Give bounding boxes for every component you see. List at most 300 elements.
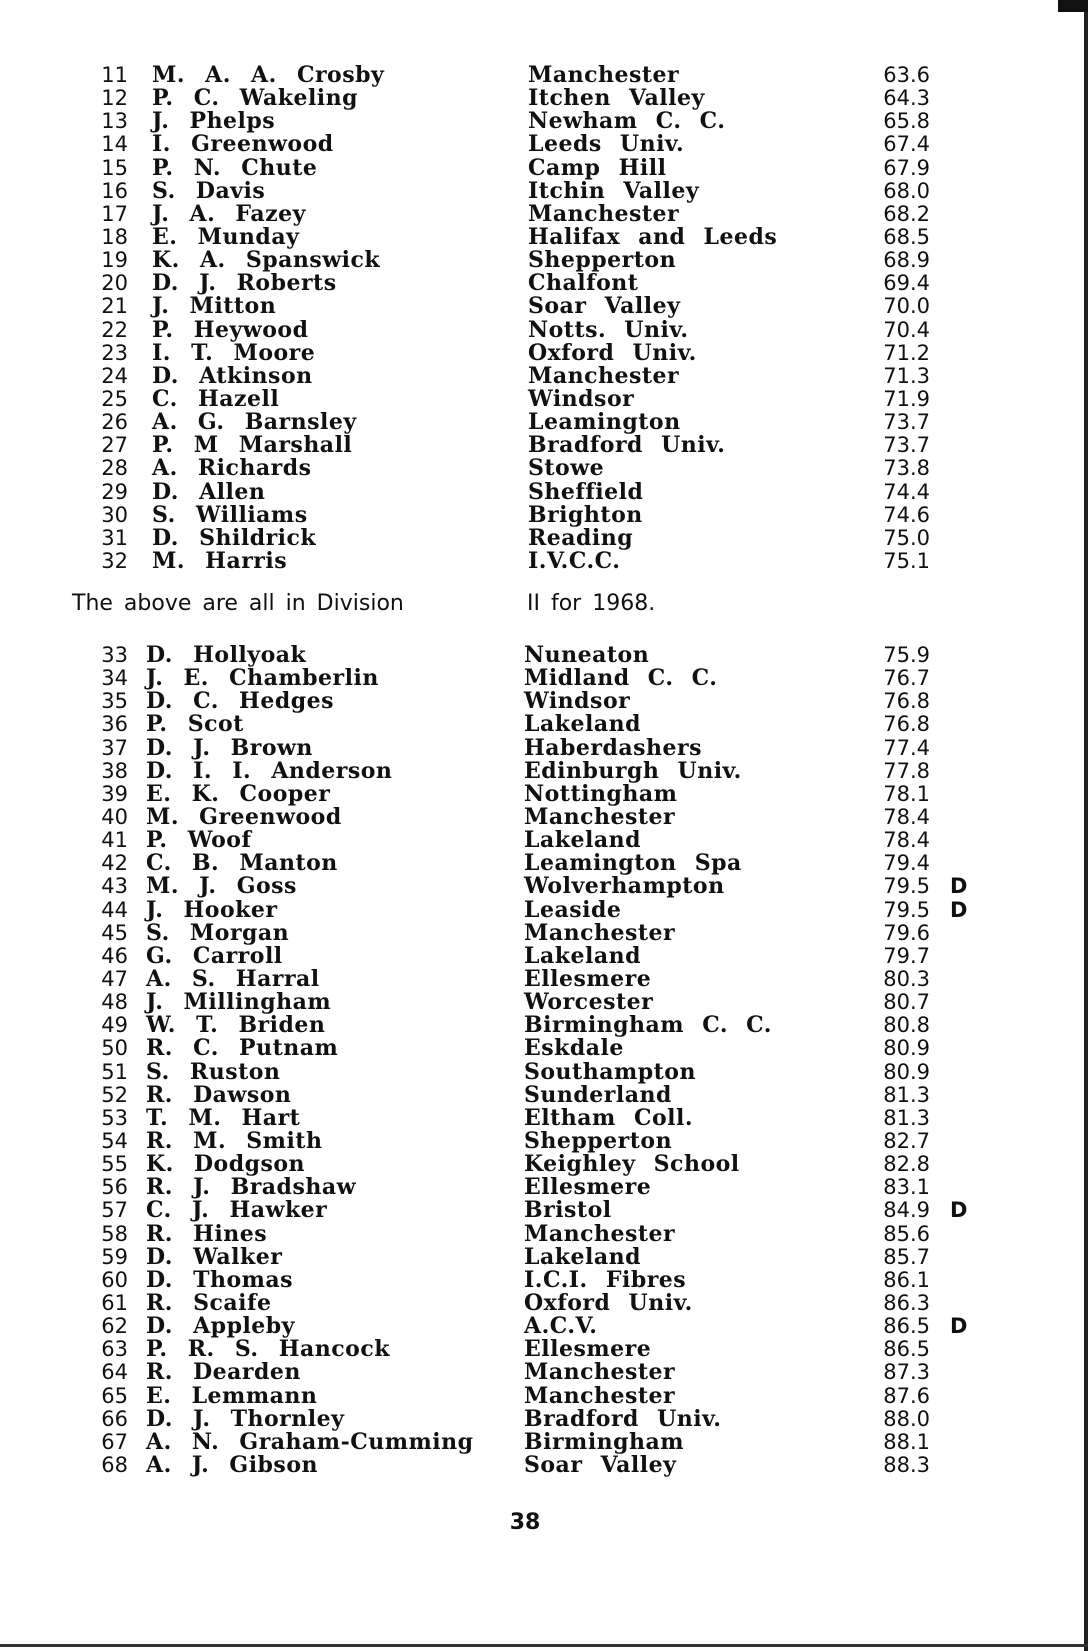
rank-number: 49 [101,1013,128,1038]
time-value: 88.1 [883,1429,930,1454]
rank-number: 51 [101,1059,128,1084]
table-row [0,1081,1088,1108]
table-row [0,734,1088,761]
division-note-right: II for 1968. [527,591,656,616]
rank-number: 30 [101,502,128,527]
athlete-name: I. T. Moore [152,339,316,366]
time-value: 87.6 [883,1383,930,1408]
rank-number: 14 [101,132,128,157]
table-row [0,644,1088,667]
rank-number: 55 [101,1152,128,1177]
athlete-name: M. Harris [152,547,288,574]
table-row [0,1199,1088,1222]
time-value: 75.1 [883,548,930,573]
rank-number: 54 [101,1128,128,1153]
club-name: Southampton [524,1058,696,1085]
rank-number: 37 [101,735,128,760]
time-value: 78.1 [883,781,930,806]
athlete-name: C. J. Hawker [146,1197,328,1224]
athlete-name: D. J. Thornley [146,1405,345,1432]
page-corner-mark [1058,0,1088,12]
rank-number: 15 [101,155,128,180]
athlete-name: P. C. Wakeling [152,85,359,112]
rank-number: 12 [101,86,128,111]
athlete-name: G. Carroll [146,942,283,969]
time-value: 80.9 [883,1036,930,1061]
club-name: Stowe [528,455,605,482]
athlete-name: D. Thomas [146,1266,294,1293]
athlete-name: A. N. Graham-Cumming [146,1428,474,1455]
time-value: 87.3 [883,1360,930,1385]
time-value: 84.9 [883,1198,930,1223]
athlete-name: D. Atkinson [152,362,313,389]
table-row [0,1315,1088,1338]
table-row [0,1014,1088,1037]
time-value: 64.3 [883,86,930,111]
table-row [0,362,1088,389]
table-row [0,249,1088,272]
table-row [0,1104,1088,1131]
club-name: Midland C. C. [524,665,718,692]
club-name: Manchester [528,200,680,227]
rank-number: 36 [101,712,128,737]
time-value: 74.4 [883,479,930,504]
time-value: 78.4 [883,804,930,829]
rank-number: 22 [101,317,128,342]
club-name: Windsor [524,688,631,715]
rank-number: 32 [101,548,128,573]
time-value: 68.2 [883,201,930,226]
table-row [0,1153,1088,1176]
time-value: 81.3 [883,1082,930,1107]
table-row [0,1405,1088,1432]
table-row [0,457,1088,480]
club-name: I.V.C.C. [528,547,621,574]
table-row [0,272,1088,295]
club-name: Sunderland [524,1081,672,1108]
club-name: Shepperton [528,247,677,274]
rank-number: 25 [101,386,128,411]
athlete-name: E. K. Cooper [146,780,331,807]
club-name: Brighton [528,501,643,528]
status-flag: D [950,897,968,922]
time-value: 68.5 [883,224,930,249]
club-name: Manchester [524,919,676,946]
club-name: Notts. Univ. [528,316,689,343]
rank-number: 47 [101,966,128,991]
time-value: 73.7 [883,433,930,458]
club-name: Manchester [528,62,680,88]
athlete-name: R. M. Smith [146,1127,323,1154]
club-name: Manchester [524,1382,676,1409]
club-name: Halifax and Leeds [528,223,778,250]
time-value: 71.9 [883,386,930,411]
rank-number: 43 [101,874,128,899]
athlete-name: P. M Marshall [152,432,353,459]
time-value: 67.9 [883,155,930,180]
rank-number: 53 [101,1105,128,1130]
athlete-name: J. Millingham [146,989,332,1016]
time-value: 63.6 [883,63,930,87]
athlete-name: J. Mitton [152,293,277,320]
club-name: Eltham Coll. [524,1104,694,1131]
time-value: 67.4 [883,132,930,157]
bottom-edge-line [0,1644,1088,1647]
rank-number: 13 [101,109,128,134]
athlete-name: A. G. Barnsley [152,409,357,436]
table-row [0,829,1088,852]
time-value: 80.3 [883,966,930,991]
club-name: Leaside [524,896,622,923]
rank-number: 60 [101,1267,128,1292]
rank-number: 18 [101,224,128,249]
table-row [0,690,1088,713]
table-row [0,1058,1088,1085]
athlete-name: A. S. Harral [146,965,320,992]
time-value: 76.8 [883,712,930,737]
club-name: I.C.I. Fibres [524,1266,687,1293]
rank-number: 57 [101,1198,128,1223]
athlete-name: S. Morgan [146,919,290,946]
athlete-name: P. N. Chute [152,154,318,181]
time-value: 83.1 [883,1175,930,1200]
time-value: 85.6 [883,1221,930,1246]
rank-number: 31 [101,525,128,550]
table-row [0,1451,1088,1478]
athlete-name: C. B. Manton [146,850,338,877]
athlete-name: J. Phelps [152,108,276,135]
time-value: 70.4 [883,317,930,342]
club-name: Camp Hill [528,154,667,181]
athlete-name: E. Munday [152,223,300,250]
club-name: Leeds Univ. [528,131,685,158]
rank-number: 34 [101,666,128,691]
rank-number: 58 [101,1221,128,1246]
rank-number: 66 [101,1406,128,1431]
time-value: 80.9 [883,1059,930,1084]
rank-number: 24 [101,363,128,388]
club-name: A.C.V. [524,1313,598,1340]
rank-number: 28 [101,456,128,481]
table-row [0,803,1088,830]
club-name: Bradford Univ. [524,1405,722,1432]
athlete-name: S. Williams [152,501,308,528]
rank-number: 64 [101,1360,128,1385]
club-name: Ellesmere [524,1336,652,1363]
athlete-name: D. C. Hedges [146,688,334,715]
athlete-name: D. I. I. Anderson [146,757,393,784]
table-row [0,316,1088,343]
athlete-name: J. Hooker [146,896,278,923]
rank-number: 26 [101,410,128,435]
athlete-name: R. C. Putnam [146,1035,339,1062]
athlete-name: P. Scot [146,711,244,738]
rank-number: 35 [101,689,128,714]
athlete-name: K. A. Spanswick [152,247,381,274]
time-value: 79.5 [883,897,930,922]
time-value: 80.7 [883,990,930,1015]
time-value: 75.9 [883,643,930,667]
table-row [0,1176,1088,1199]
club-name: Oxford Univ. [524,1289,693,1316]
rank-number: 21 [101,294,128,319]
table-row [0,713,1088,736]
club-name: Leamington Spa [524,850,742,877]
time-value: 65.8 [883,109,930,134]
club-name: Keighley School [524,1151,740,1178]
club-name: Oxford Univ. [528,339,697,366]
time-value: 70.0 [883,294,930,319]
rank-number: 68 [101,1452,128,1477]
club-name: Manchester [524,1359,676,1386]
club-name: Nottingham [524,780,678,807]
athlete-name: R. Hines [146,1220,268,1247]
time-value: 68.0 [883,178,930,203]
status-flag: D [950,874,968,899]
athlete-name: P. Woof [146,827,252,854]
division-note-left: The above are all in Division [72,591,404,616]
ranking-list-division-two [0,64,1088,573]
status-flag: D [950,1198,968,1223]
club-name: Soar Valley [528,293,681,320]
time-value: 86.5 [883,1337,930,1362]
table-row [0,411,1088,434]
table-row [0,478,1088,505]
table-row [0,110,1088,133]
table-row [0,1428,1088,1455]
athlete-name: I. Greenwood [152,131,334,158]
athlete-name: E. Lemmann [146,1382,318,1409]
athlete-name: R. J. Bradshaw [146,1174,357,1201]
club-name: Windsor [528,385,635,412]
athlete-name: J. A. Fazey [152,200,306,227]
time-value: 75.0 [883,525,930,550]
rank-number: 52 [101,1082,128,1107]
page-number: 38 [509,1510,541,1535]
table-row [0,852,1088,875]
table-row [0,1338,1088,1361]
athlete-name: K. Dodgson [146,1151,306,1178]
athlete-name: D. Walker [146,1243,283,1270]
time-value: 81.3 [883,1105,930,1130]
rank-number: 63 [101,1337,128,1362]
table-row [0,501,1088,528]
time-value: 86.5 [883,1314,930,1339]
table-row [0,919,1088,946]
club-name: Itchin Valley [528,177,700,204]
table-row [0,177,1088,204]
rank-number: 38 [101,758,128,783]
club-name: Wolverhampton [524,873,725,900]
time-value: 68.9 [883,248,930,273]
table-row [0,1289,1088,1316]
table-row [0,547,1088,574]
time-value: 79.7 [883,943,930,968]
rank-number: 33 [101,643,128,667]
time-value: 74.6 [883,502,930,527]
athlete-name: J. E. Chamberlin [146,665,379,692]
club-name: Worcester [524,989,654,1016]
ranking-list-remaining [0,644,1088,1477]
athlete-name: M. A. A. Crosby [152,62,385,88]
division-note [72,591,655,616]
athlete-name: W. T. Briden [146,1012,326,1039]
club-name: Nuneaton [524,642,650,668]
club-name: Chalfont [528,270,639,297]
rank-number: 59 [101,1244,128,1269]
table-row [0,295,1088,318]
rank-number: 42 [101,851,128,876]
club-name: Sheffield [528,478,644,505]
table-row [0,1382,1088,1409]
table-row [0,942,1088,969]
table-row [0,1127,1088,1154]
time-value: 73.8 [883,456,930,481]
time-value: 82.8 [883,1152,930,1177]
time-value: 76.8 [883,689,930,714]
status-flag: D [950,1314,968,1339]
table-row [0,1220,1088,1247]
club-name: Lakeland [524,827,641,854]
athlete-name: S. Davis [152,177,266,204]
club-name: Haberdashers [524,734,703,761]
club-name: Itchen Valley [528,85,705,112]
athlete-name: R. Scaife [146,1289,272,1316]
rank-number: 44 [101,897,128,922]
time-value: 82.7 [883,1128,930,1153]
club-name: Soar Valley [524,1451,677,1478]
table-row [0,154,1088,181]
rank-number: 41 [101,828,128,853]
club-name: Edinburgh Univ. [524,757,742,784]
table-row [0,434,1088,457]
club-name: Shepperton [524,1127,673,1154]
rank-number: 19 [101,248,128,273]
athlete-name: D. J. Brown [146,734,313,761]
time-value: 76.7 [883,666,930,691]
rank-number: 61 [101,1290,128,1315]
time-value: 79.5 [883,874,930,899]
athlete-name: D. Appleby [146,1313,295,1340]
time-value: 69.4 [883,271,930,296]
rank-number: 23 [101,340,128,365]
club-name: Manchester [528,362,680,389]
time-value: 86.1 [883,1267,930,1292]
club-name: Bristol [524,1197,612,1224]
rank-number: 45 [101,920,128,945]
time-value: 71.3 [883,363,930,388]
rank-number: 29 [101,479,128,504]
table-row [0,385,1088,412]
rank-number: 48 [101,990,128,1015]
rank-number: 40 [101,804,128,829]
time-value: 79.6 [883,920,930,945]
club-name: Lakeland [524,1243,641,1270]
club-name: Eskdale [524,1035,624,1062]
time-value: 77.8 [883,758,930,783]
time-value: 77.4 [883,735,930,760]
table-row [0,757,1088,784]
club-name: Ellesmere [524,1174,652,1201]
table-row [0,223,1088,250]
table-row [0,64,1088,87]
club-name: Leamington [528,409,681,436]
time-value: 78.4 [883,828,930,853]
athlete-name: A. Richards [152,455,312,482]
table-row [0,1037,1088,1060]
table-row [0,780,1088,807]
table-row [0,524,1088,551]
table-row [0,965,1088,992]
rank-number: 56 [101,1175,128,1200]
rank-number: 46 [101,943,128,968]
table-row [0,991,1088,1014]
table-row [0,875,1088,898]
rank-number: 67 [101,1429,128,1454]
table-row [0,1243,1088,1270]
athlete-name: D. Shildrick [152,524,317,551]
rank-number: 39 [101,781,128,806]
athlete-name: D. Allen [152,478,266,505]
athlete-name: M. Greenwood [146,803,342,830]
club-name: Reading [528,524,634,551]
club-name: Birmingham [524,1428,685,1455]
rank-number: 11 [101,63,128,87]
rank-number: 20 [101,271,128,296]
athlete-name: S. Ruston [146,1058,281,1085]
table-row [0,87,1088,110]
table-row [0,1361,1088,1384]
table-row [0,667,1088,690]
club-name: Lakeland [524,711,641,738]
athlete-name: T. M. Hart [146,1104,301,1131]
time-value: 79.4 [883,851,930,876]
athlete-name: C. Hazell [152,385,280,412]
athlete-name: P. R. S. Hancock [146,1336,390,1363]
rank-number: 27 [101,433,128,458]
athlete-name: D. Hollyoak [146,642,307,668]
table-row [0,339,1088,366]
club-name: Bradford Univ. [528,432,726,459]
club-name: Manchester [524,803,676,830]
time-value: 73.7 [883,410,930,435]
club-name: Manchester [524,1220,676,1247]
time-value: 80.8 [883,1013,930,1038]
athlete-name: M. J. Goss [146,873,297,900]
table-row [0,896,1088,923]
athlete-name: D. J. Roberts [152,270,337,297]
time-value: 88.0 [883,1406,930,1431]
time-value: 88.3 [883,1452,930,1477]
athlete-name: R. Dearden [146,1359,301,1386]
athlete-name: A. J. Gibson [146,1451,318,1478]
athlete-name: P. Heywood [152,316,309,343]
time-value: 86.3 [883,1290,930,1315]
time-value: 71.2 [883,340,930,365]
club-name: Lakeland [524,942,641,969]
table-row [0,1266,1088,1293]
table-row [0,133,1088,156]
rank-number: 65 [101,1383,128,1408]
club-name: Newham C. C. [528,108,726,135]
rank-number: 50 [101,1036,128,1061]
athlete-name: R. Dawson [146,1081,292,1108]
table-row [0,200,1088,227]
club-name: Ellesmere [524,965,652,992]
time-value: 85.7 [883,1244,930,1269]
rank-number: 16 [101,178,128,203]
rank-number: 62 [101,1314,128,1339]
